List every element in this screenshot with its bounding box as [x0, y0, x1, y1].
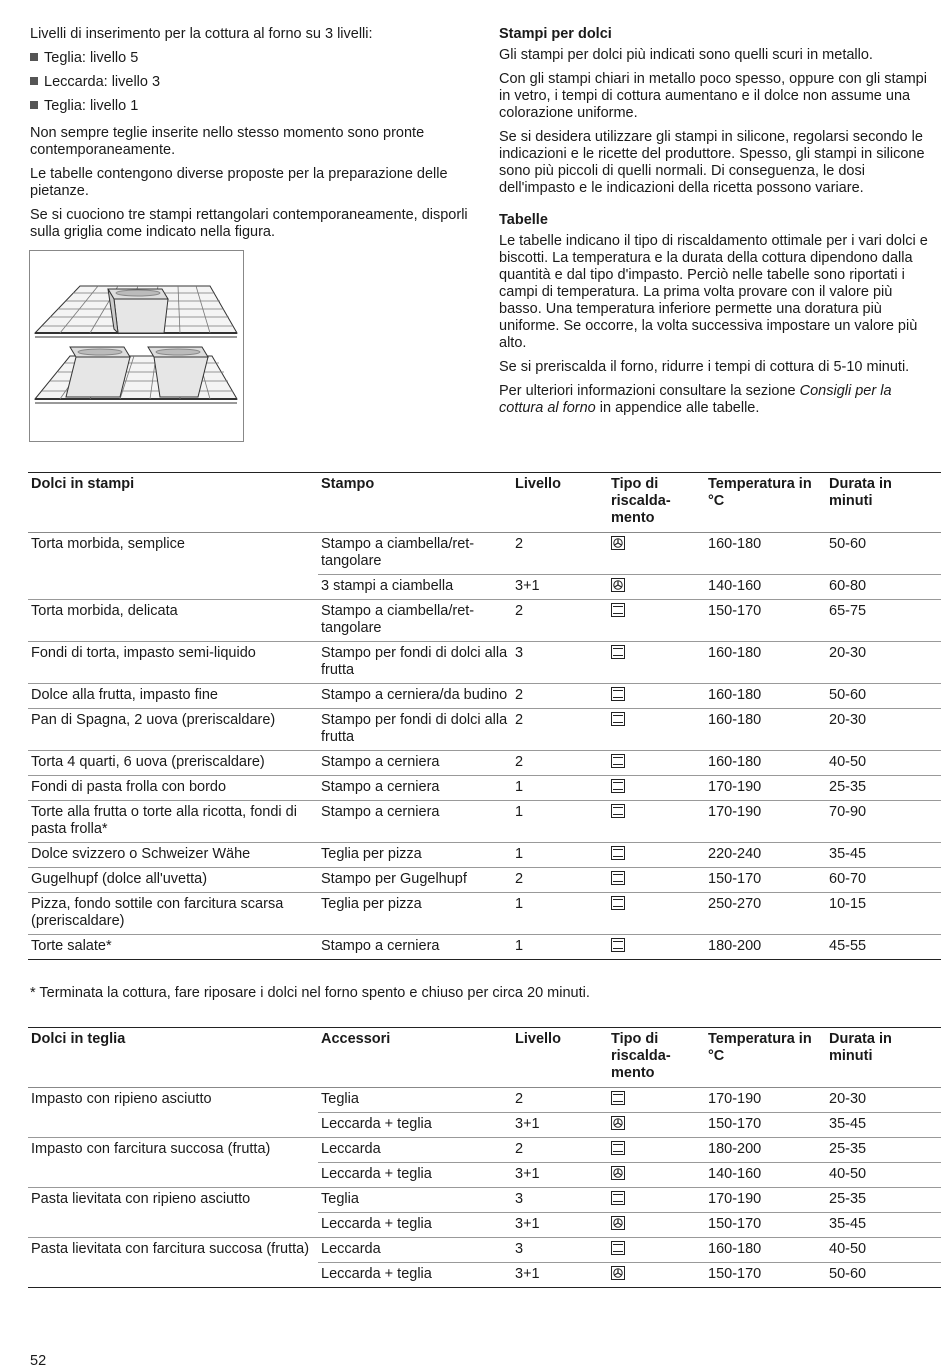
dish-cell [28, 1163, 318, 1188]
level-cell: 2 [512, 533, 608, 575]
square-bullet-icon [30, 77, 38, 85]
form-cell: Stampo per Gugelhupf [318, 868, 512, 893]
top-bottom-heat-icon [611, 938, 625, 952]
bullet-item: Teglia: livello 1 [30, 98, 470, 115]
form-cell: Stampo a cerniera [318, 776, 512, 801]
temperature-cell: 170-190 [705, 1088, 826, 1113]
dish-cell: Fondi di torta, impasto semi-liquido [28, 642, 318, 684]
temperature-cell: 160-180 [705, 642, 826, 684]
level-cell: 3 [512, 642, 608, 684]
dish-cell: Torte alla frutta o torte alla ricotta, fondi di pasta frolla* [28, 801, 318, 843]
paragraph: Per ulteriori informazioni consultare la sezione Consigli per la cottura al forno in appendice alle tabelle. [499, 383, 892, 416]
level-cell: 1 [512, 935, 608, 960]
level-cell: 3+1 [512, 575, 608, 600]
form-cell: Stampo a cerniera [318, 935, 512, 960]
section-heading: Stampi per dolci [499, 26, 612, 42]
dish-cell: Gugelhupf (dolce all'uvetta) [28, 868, 318, 893]
duration-cell: 50-60 [826, 684, 941, 709]
temperature-cell: 160-180 [705, 751, 826, 776]
hot-air-fan-icon [611, 1216, 625, 1230]
level-cell: 1 [512, 801, 608, 843]
form-cell: Leccarda [318, 1138, 512, 1163]
column-header: Durata in minuti [826, 473, 941, 533]
heating-cell [608, 1138, 705, 1163]
table-row [28, 1138, 941, 1163]
paragraph: Se si preriscalda il forno, ridurre i tempi di cottura di 5-10 minuti. [499, 359, 910, 375]
cross-reference: Consigli per la cottura al forno [499, 383, 892, 416]
heating-cell [608, 868, 705, 893]
paragraph: Le tabelle indicano il tipo di riscaldamento ottimale per i vari dolci e biscotti. La temperatura e la durata della cottura dipendono dalla quantità e dal tipo d'impasto. Perciò nelle tabelle sono riportati i campi di temperatura. La prima volta provare con il valore più basso. Una temperatura inferiore permette una doratura più uniforme. Se occorre, la volta successiva impostare un valore più alto. [499, 233, 928, 351]
hot-air-fan-icon [611, 1116, 625, 1130]
heating-cell [608, 575, 705, 600]
dish-cell: Dolce svizzero o Schweizer Wähe [28, 843, 318, 868]
form-cell: Teglia [318, 1088, 512, 1113]
table-row [28, 1088, 941, 1113]
table-row [28, 751, 941, 776]
paragraph: Se si cuociono tre stampi rettangolari contemporaneamente, disporli sulla griglia come indicato nella figura. [30, 207, 468, 240]
duration-cell: 20-30 [826, 709, 941, 751]
temperature-cell: 170-190 [705, 1188, 826, 1213]
form-cell: Stampo a ciambella/ret-tangolare [318, 533, 512, 575]
level-cell: 3 [512, 1238, 608, 1263]
level-cell: 3+1 [512, 1163, 608, 1188]
bullet-item: Leccarda: livello 3 [30, 74, 470, 91]
form-cell: Stampo a cerniera [318, 751, 512, 776]
temperature-cell: 150-170 [705, 1263, 826, 1288]
temperature-cell: 220-240 [705, 843, 826, 868]
level-cell: 2 [512, 1138, 608, 1163]
table-header-row [28, 1028, 941, 1088]
table-row [28, 801, 941, 843]
dish-cell: Dolce alla frutta, impasto fine [28, 684, 318, 709]
form-cell: Leccarda + teglia [318, 1113, 512, 1138]
table-row [28, 1188, 941, 1213]
hot-air-fan-icon [611, 1266, 625, 1280]
form-cell: Teglia per pizza [318, 893, 512, 935]
heating-cell [608, 801, 705, 843]
duration-cell: 35-45 [826, 1113, 941, 1138]
section-heading: Tabelle [499, 212, 548, 228]
dish-cell: Torte salate* [28, 935, 318, 960]
hot-air-fan-icon [611, 1166, 625, 1180]
table-row [28, 893, 941, 935]
heating-cell [608, 1188, 705, 1213]
level-cell: 1 [512, 893, 608, 935]
table-row [28, 575, 941, 600]
dish-cell: Impasto con farcitura succosa (frutta) [31, 1141, 271, 1157]
top-bottom-heat-icon [611, 754, 625, 768]
heating-cell [608, 935, 705, 960]
column-header: Dolci in stampi [28, 473, 318, 533]
temperature-cell: 180-200 [705, 1138, 826, 1163]
table-row [28, 935, 941, 960]
dish-cell: Pizza, fondo sottile con farcitura scarsa (preriscaldare) [28, 893, 318, 935]
dish-cell [28, 575, 318, 600]
oven-racks-illustration [29, 250, 244, 442]
top-bottom-heat-icon [611, 779, 625, 793]
heating-cell [608, 893, 705, 935]
heating-cell [608, 776, 705, 801]
form-cell: Stampo a cerniera/da budino [318, 684, 512, 709]
form-cell: Leccarda [318, 1238, 512, 1263]
duration-cell: 10-15 [826, 893, 941, 935]
duration-cell: 25-35 [826, 1138, 941, 1163]
table-row [28, 1263, 941, 1288]
right-column [499, 26, 929, 424]
dish-cell: Impasto con ripieno asciutto [31, 1091, 212, 1107]
column-header: Tipo di riscalda-mento [608, 473, 705, 533]
top-bottom-heat-icon [611, 804, 625, 818]
duration-cell: 25-35 [826, 1188, 941, 1213]
paragraph: Le tabelle contengono diverse proposte per la preparazione delle pietanze. [30, 166, 448, 199]
heating-cell [608, 1088, 705, 1113]
duration-cell: 50-60 [826, 1263, 941, 1288]
level-cell: 3+1 [512, 1263, 608, 1288]
paragraph: Se si desidera utilizzare gli stampi in silicone, regolarsi secondo le indicazioni e le ricette del produttore. Spesso, gli stampi in silicone sono più piccoli di quelli normali. Di conseguenza, le dosi dell'impasto e le indicazioni della ricetta possono variare. [499, 129, 925, 196]
dish-cell: Fondi di pasta frolla con bordo [28, 776, 318, 801]
level-cell: 3+1 [512, 1213, 608, 1238]
level-cell: 3+1 [512, 1113, 608, 1138]
table-row [28, 684, 941, 709]
top-bottom-heat-icon [611, 1091, 625, 1105]
duration-cell: 40-50 [826, 751, 941, 776]
temperature-cell: 140-160 [705, 1163, 826, 1188]
temperature-cell: 150-170 [705, 600, 826, 642]
top-bottom-heat-icon [611, 871, 625, 885]
temperature-cell: 250-270 [705, 893, 826, 935]
heating-cell [608, 533, 705, 575]
paragraph: Gli stampi per dolci più indicati sono quelli scuri in metallo. [499, 47, 873, 63]
dish-cell [28, 1213, 318, 1238]
column-header: Livello [512, 1028, 608, 1088]
dish-cell [28, 1263, 318, 1288]
temperature-cell: 160-180 [705, 533, 826, 575]
temperature-cell: 170-190 [705, 776, 826, 801]
temperature-cell: 150-170 [705, 1113, 826, 1138]
temperature-cell: 160-180 [705, 684, 826, 709]
dish-cell: Torta morbida, semplice [31, 536, 185, 552]
square-bullet-icon [30, 101, 38, 109]
heating-cell [608, 684, 705, 709]
table-header-row [28, 473, 941, 533]
top-bottom-heat-icon [611, 687, 625, 701]
duration-cell: 25-35 [826, 776, 941, 801]
level-cell: 2 [512, 1088, 608, 1113]
table-row [28, 843, 941, 868]
level-cell: 3 [512, 1188, 608, 1213]
column-header: Temperatura in °C [705, 1028, 826, 1088]
intro-text: Livelli di inserimento per la cottura al forno su 3 livelli: [30, 26, 373, 42]
heating-cell [608, 600, 705, 642]
top-bottom-heat-icon [611, 1191, 625, 1205]
heating-cell [608, 1263, 705, 1288]
baking-table-teglia [28, 1027, 941, 1288]
form-cell: Stampo per fondi di dolci alla frutta [318, 709, 512, 751]
duration-cell: 65-75 [826, 600, 941, 642]
temperature-cell: 150-170 [705, 868, 826, 893]
table-row [28, 642, 941, 684]
duration-cell: 50-60 [826, 533, 941, 575]
top-bottom-heat-icon [611, 896, 625, 910]
table-row [28, 1163, 941, 1188]
paragraph: Non sempre teglie inserite nello stesso momento sono pronte contemporaneamente. [30, 125, 425, 158]
bullet-item: Teglia: livello 5 [30, 50, 470, 67]
level-cell: 2 [512, 684, 608, 709]
form-cell: Stampo per fondi di dolci alla frutta [318, 642, 512, 684]
heating-cell [608, 1163, 705, 1188]
level-cell: 2 [512, 709, 608, 751]
heating-cell [608, 642, 705, 684]
level-cell: 1 [512, 843, 608, 868]
temperature-cell: 160-180 [705, 1238, 826, 1263]
form-cell: Teglia [318, 1188, 512, 1213]
page-number: 52 [30, 1353, 47, 1369]
column-header: Stampo [318, 473, 512, 533]
dish-cell: Pan di Spagna, 2 uova (preriscaldare) [28, 709, 318, 751]
table-row [28, 1113, 941, 1138]
form-cell: Leccarda + teglia [318, 1163, 512, 1188]
hot-air-fan-icon [611, 578, 625, 592]
temperature-cell: 170-190 [705, 801, 826, 843]
table-row [28, 1238, 941, 1263]
table-row [28, 868, 941, 893]
table-row [28, 600, 941, 642]
paragraph: Con gli stampi chiari in metallo poco spesso, oppure con gli stampi in vetro, i tempi di cottura aumentano e il dolce non assume una colorazione uniforme. [499, 71, 927, 121]
column-header: Durata in minuti [826, 1028, 941, 1088]
level-cell: 1 [512, 776, 608, 801]
level-cell: 2 [512, 868, 608, 893]
top-bottom-heat-icon [611, 645, 625, 659]
baking-table-stampi [28, 472, 941, 960]
left-column [30, 26, 470, 248]
temperature-cell: 150-170 [705, 1213, 826, 1238]
level-cell: 2 [512, 600, 608, 642]
top-bottom-heat-icon [611, 1241, 625, 1255]
heating-cell [608, 751, 705, 776]
dish-cell: Pasta lievitata con farcitura succosa (frutta) [31, 1241, 310, 1257]
duration-cell: 60-80 [826, 575, 941, 600]
form-cell: Leccarda + teglia [318, 1213, 512, 1238]
temperature-cell: 180-200 [705, 935, 826, 960]
dish-cell: Torta morbida, delicata [28, 600, 318, 642]
duration-cell: 40-50 [826, 1238, 941, 1263]
column-header: Livello [512, 473, 608, 533]
heating-cell [608, 709, 705, 751]
duration-cell: 60-70 [826, 868, 941, 893]
form-cell: 3 stampi a ciambella [318, 575, 512, 600]
form-cell: Leccarda + teglia [318, 1263, 512, 1288]
heating-cell [608, 1238, 705, 1263]
table-row [28, 776, 941, 801]
duration-cell: 40-50 [826, 1163, 941, 1188]
duration-cell: 20-30 [826, 1088, 941, 1113]
column-header: Temperatura in °C [705, 473, 826, 533]
temperature-cell: 140-160 [705, 575, 826, 600]
heating-cell [608, 843, 705, 868]
level-cell: 2 [512, 751, 608, 776]
top-bottom-heat-icon [611, 712, 625, 726]
form-cell: Stampo a ciambella/ret-tangolare [318, 600, 512, 642]
top-bottom-heat-icon [611, 603, 625, 617]
table-row [28, 1213, 941, 1238]
duration-cell: 45-55 [826, 935, 941, 960]
square-bullet-icon [30, 53, 38, 61]
column-header: Dolci in teglia [28, 1028, 318, 1088]
heating-cell [608, 1213, 705, 1238]
column-header: Accessori [318, 1028, 512, 1088]
table-row [28, 533, 941, 575]
duration-cell: 35-45 [826, 843, 941, 868]
dish-cell: Torta 4 quarti, 6 uova (preriscaldare) [28, 751, 318, 776]
duration-cell: 70-90 [826, 801, 941, 843]
temperature-cell: 160-180 [705, 709, 826, 751]
dish-cell [28, 1113, 318, 1138]
dish-cell: Pasta lievitata con ripieno asciutto [31, 1191, 251, 1207]
top-bottom-heat-icon [611, 846, 625, 860]
column-header: Tipo di riscalda-mento [608, 1028, 705, 1088]
footnote: * Terminata la cottura, fare riposare i dolci nel forno spento e chiuso per circa 20 minuti. [30, 985, 590, 1001]
form-cell: Stampo a cerniera [318, 801, 512, 843]
duration-cell: 35-45 [826, 1213, 941, 1238]
hot-air-fan-icon [611, 536, 625, 550]
heating-cell [608, 1113, 705, 1138]
table-row [28, 709, 941, 751]
top-bottom-heat-icon [611, 1141, 625, 1155]
form-cell: Teglia per pizza [318, 843, 512, 868]
duration-cell: 20-30 [826, 642, 941, 684]
